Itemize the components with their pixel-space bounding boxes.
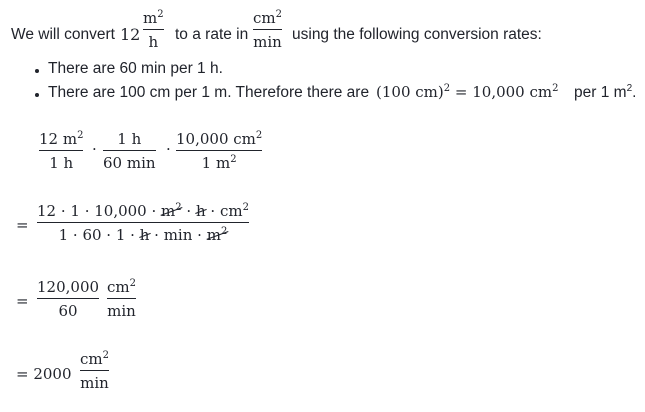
step3-unit-denominator: min [107, 302, 136, 320]
step4-result: = 2000 [16, 365, 72, 383]
intro-from-numerator: $m^2$ [143, 9, 164, 27]
bullet-dot [35, 69, 39, 73]
step3-unit-numerator: $cm^2$ [107, 278, 136, 296]
bullet-dot [35, 93, 39, 97]
intro-text-after: using the following conversion rates: [292, 26, 542, 43]
intro-from-denominator: h [148, 33, 159, 51]
cancelled-m-squared: $m^2$ [161, 202, 182, 220]
step2-denominator: $1 \cdot 60 \cdot 1 \cdot h \cdot \min \cdot m^2$ [58, 226, 228, 244]
intro-to-numerator: $cm^2$ [253, 9, 282, 27]
intro-value: 12 [120, 25, 141, 44]
fraction-bar [103, 150, 156, 151]
intro-text-middle: to a rate in [175, 26, 249, 43]
step3-fraction-unit [107, 278, 136, 320]
step4-unit-denominator: min [80, 374, 109, 392]
step4-unit-numerator: $cm^2$ [80, 350, 109, 368]
cancelled-hour: h [139, 226, 150, 244]
fraction-bar [253, 29, 282, 30]
step2-numerator: $12 \cdot 1 \cdot 10,000 \cdot m^2 \cdot h \cdot cm^2$ [37, 202, 249, 220]
intro-fraction-from [143, 9, 164, 51]
step1-f3-numerator: 10,000 $cm^2$ [176, 130, 263, 148]
cancelled-m-squared: $m^2$ [206, 226, 228, 244]
step1-fraction-2 [103, 130, 156, 172]
bullet-2-text: There are 100 cm per 1 m. Therefore there are [48, 84, 370, 101]
fraction-bar [107, 298, 136, 299]
multiply-dot: · [92, 140, 97, 158]
fraction-bar [37, 298, 99, 299]
intro-text-before: We will convert [11, 26, 115, 43]
step3-denominator: 60 [58, 302, 78, 320]
fraction-bar [39, 150, 83, 151]
step2-fraction [37, 202, 249, 244]
fraction-bar [176, 150, 262, 151]
bullet-2-tail: per 1 $m^2$. [574, 83, 637, 101]
fraction-bar [143, 29, 164, 30]
step2-equals: = [16, 216, 29, 234]
step1-fraction-1 [39, 130, 83, 172]
step1-f3-denominator: 1 $m^2$ [201, 154, 237, 172]
bullet-1-text: There are 60 min per 1 h. [48, 60, 223, 77]
multiply-dot: · [166, 140, 171, 158]
step1-f2-denominator: 60 min [103, 154, 156, 172]
step3-numerator: 120,000 [37, 278, 100, 296]
intro-fraction-to [253, 9, 282, 51]
intro-to-denominator: min [253, 33, 282, 51]
fraction-bar [37, 222, 249, 223]
step4-fraction-unit [80, 350, 109, 392]
bullet-2-math: (100 cm)$^2$ = 10,000 $cm^2$ [376, 83, 559, 101]
fraction-bar [80, 370, 109, 371]
cancelled-hour: h [195, 202, 206, 220]
step3-equals: = [16, 292, 29, 310]
step1-f1-numerator: 12 $m^2$ [39, 130, 84, 148]
step1-fraction-3 [176, 130, 262, 172]
step1-f1-denominator: 1 h [49, 154, 74, 172]
step1-f2-numerator: 1 h [117, 130, 142, 148]
step3-fraction-number [37, 278, 99, 320]
